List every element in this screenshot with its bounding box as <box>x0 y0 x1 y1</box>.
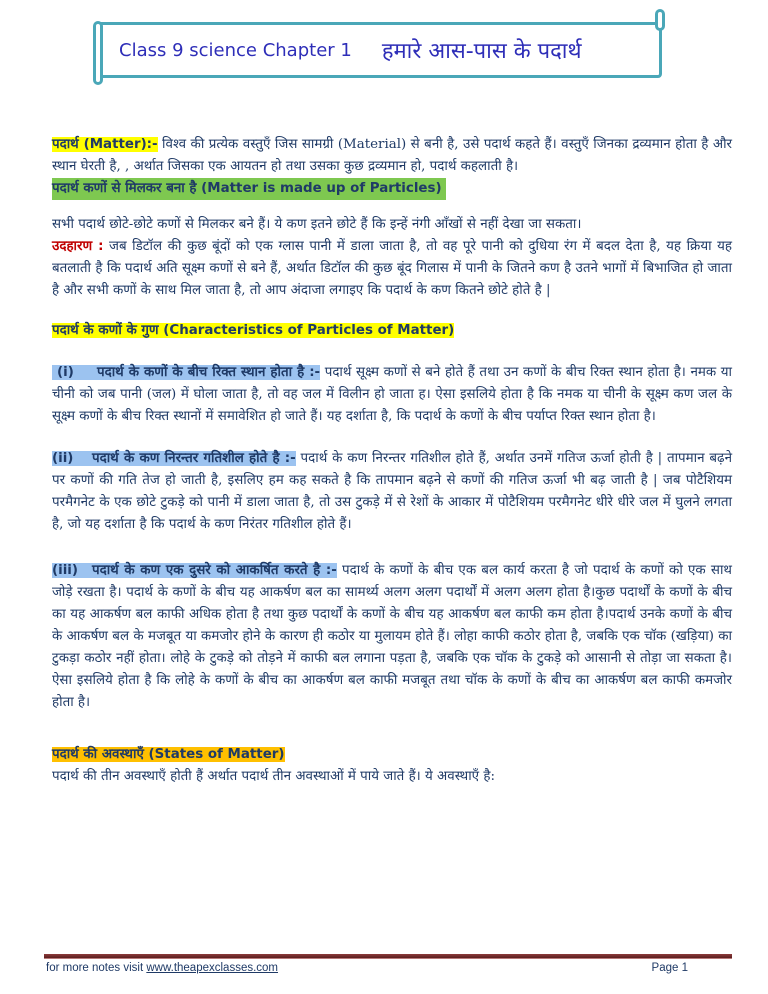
footer-prefix: for more notes visit <box>46 962 147 974</box>
page-number: Page 1 <box>651 962 688 974</box>
title-english: Class 9 science Chapter 1 <box>119 39 352 61</box>
characteristic-title-2: (ii) पदार्थ के कण निरन्तर गतिशील होते है :- <box>52 451 296 466</box>
characteristics-heading: पदार्थ के कणों के गुण (Characteristics of Particles of Matter) <box>52 323 455 338</box>
matter-definition <box>52 134 732 178</box>
footer-note <box>46 962 278 974</box>
matter-heading: पदार्थ (Matter):- <box>52 137 158 152</box>
states-heading: पदार्थ की अवस्थाएँ (States of Matter) <box>52 747 285 762</box>
example-body: जब डिटॉल की कुछ बूंदों को एक ग्लास पानी में डाला जाता है, तो वह पूरे पानी को दुधिया रंग में बदल देता है, यह क्रिया यह बतलाती है कि पदार्थ अति सूक्ष्म कणों से बने हैं, अर्थात डिटॉल की कुछ बूंद गिलास में पानी के जितने कण है उतने भागों में बिभाजित हो जाता है और सभी कणों के साथ मिल जाता है, तो आप अंदाजा लगाइए कि पदार्थ के कण कितने छोटे होते है | <box>52 239 733 298</box>
particles-body: सभी पदार्थ छोटे-छोटे कणों से मिलकर बने हैं। ये कण इतने छोटे हैं कि इन्हें नंगी आँखों से नहीं देखा जा सकता। <box>52 217 582 232</box>
matter-body: विश्व की प्रत्येक वस्तुएँ जिस सामग्री (Material) से बनी है, उसे पदार्थ कहते हैं। वस्तुएँ जिनका द्रव्यमान होता है और स्थान घेरती है, , अर्थात जिसका एक आयतन हो तथा उसका कुछ द्रव्यमान हो, पदार्थ कहलाती है। <box>52 137 733 174</box>
particles-example <box>52 236 732 302</box>
footer-divider <box>44 954 732 959</box>
title-banner <box>96 22 662 78</box>
characteristic-item-3 <box>52 560 732 714</box>
characteristic-item-2 <box>52 448 732 536</box>
characteristic-body-2: पदार्थ के कण निरन्तर गतिशील होते हैं, अर्थात उनमें गतिज ऊर्जा होती है | तापमान बढ़ने पर कणों की गति तेज हो जाती है, इसलिए हम कह सकते है कि तापमान बढ़ने से कणों की गतिज ऊर्जा भी बढ़ जाती है | जब पोटैशियम परमैगनेट के एक छोटे टुकड़े को पानी में डाला जाता है, तो उस टुकड़े में से रेशों के आकार में पोटैशियम परमैगनेट धीरे धीरे जल में घुलने लगता है, जो यह दर्शाता है कि पदार्थ के कण निरंतर गतिशील होते हैं। <box>52 451 733 532</box>
scroll-roll-left-icon <box>93 21 103 85</box>
characteristic-title-3: (iii) पदार्थ के कण एक दुसरे को आकर्षित करते है :- <box>52 563 337 578</box>
scroll-roll-right-icon <box>655 9 665 31</box>
example-label: उदहारण : <box>52 239 104 254</box>
title-hindi: हमारे आस-पास के पदार्थ <box>381 39 582 64</box>
particles-heading: पदार्थ कणों से मिलकर बना है (Matter is made up of Particles) <box>52 178 446 200</box>
characteristic-item-1 <box>52 362 732 428</box>
characteristic-body-3: पदार्थ के कणों के बीच एक बल कार्य करता है जो पदार्थ के कणों को एक साथ जोड़े रखता है। पदार्थ के कणों के बीच यह आकर्षण बल का सामर्थ्य अलग अलग पदार्थों में अलग अलग होता है।कुछ पदार्थों के कणों के बीच का यह आकर्षण बल काफी अधिक होता है तथा कुछ पदार्थों के कणों के बीच यह आकर्षण बल काफी कम होता है।पदार्थ उनके कणों के बीच के आकर्षण बल के मजबूत या कमजोर होने के कारण ही कठोर या मुलायम होते हैं। लोहा काफी कठोर होता है, जबकि एक चॉक (खड़िया) का टुकड़ा कठोर नहीं होता। लोहे के टुकड़े को तोड़ने में काफी बल लगाना पड़ता है, जबकि एक चॉक के टुकड़े को आसानी से तोड़ा जा सकता है। ऐसा इसलिये होता है कि लोहे के कणों के बीच का आकर्षण बल काफी मजबूत तथा चॉक के कणों के बीच का आकर्षण बल काफी कमजोर होता है। <box>52 563 732 710</box>
document-body <box>52 134 732 788</box>
footer-website-link[interactable]: www.theapexclasses.com <box>146 962 279 974</box>
states-body: पदार्थ की तीन अवस्थाएँ होती हैं अर्थात पदार्थ तीन अवस्थाओं में पाये जाते हैं। ये अवस्थाएँ है: <box>52 769 495 784</box>
characteristic-body-1: पदार्थ सूक्ष्म कणों से बने होते हैं तथा उन कणों के बीच रिक्त स्थान होता है। नमक या चीनी को जब पानी (जल) में घोला जाता है, तो वह जल में विलीन हो जाता ह। ऐसा इसलिये होता है कि नमक या चीनी के सूक्ष्म कण जल के सूक्ष्म कणों के बीच रिक्त स्थानों में समावेशित हो जाते हैं। यह दर्शाता है, कि पदार्थ के कणों के बीच पर्याप्त रिक्त स्थान होता है। <box>52 365 733 424</box>
characteristic-title-1: (i) पदार्थ के कणों के बीच रिक्त स्थान होता है :- <box>52 365 320 380</box>
